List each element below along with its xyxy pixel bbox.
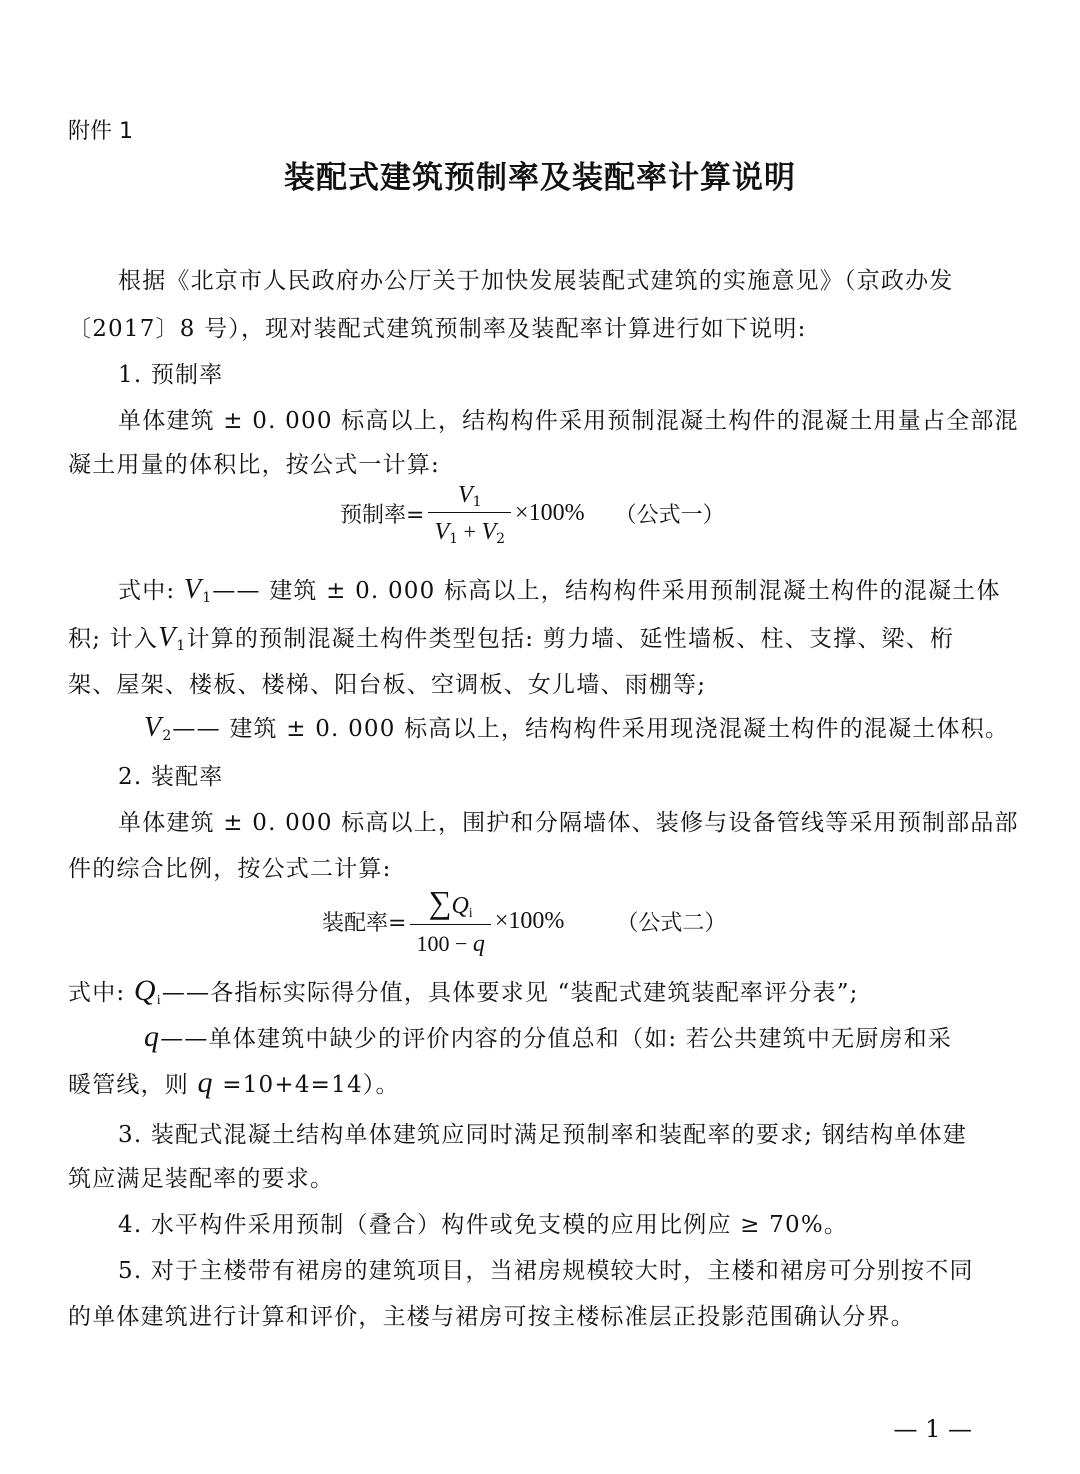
- q-definition-line-2: 暖管线，则 q =10+4=14）。: [68, 1066, 400, 1099]
- formula-2-denominator: 100 − q: [410, 924, 490, 958]
- section-1-paragraph-line-2: 凝土用量的体积比，按公式一计算:: [68, 452, 440, 478]
- section-2-paragraph-line-2: 件的综合比例，按公式二计算:: [68, 856, 392, 882]
- page-number: — 1 —: [893, 1415, 972, 1443]
- formula-1-fraction: [428, 480, 511, 547]
- item-5-line-1: 5. 对于主楼带有裙房的建筑项目，当裙房规模较大时，主楼和裙房可分别按不同: [118, 1258, 974, 1284]
- v1-definition-line-3: 架、屋架、楼板、楼梯、阳台板、空调板、女儿墙、雨棚等;: [68, 672, 707, 698]
- section-1-paragraph-line-1: 单体建筑 ± 0. 000 标高以上，结构构件采用预制混凝土构件的混凝土用量占全部混: [118, 408, 1019, 434]
- intro-line-2: 〔2017〕8 号），现对装配式建筑预制率及装配率计算进行如下说明:: [68, 316, 807, 342]
- item-4: 4. 水平构件采用预制（叠合）构件或免支模的应用比例应 ≥ 70%。: [118, 1212, 849, 1238]
- section-2-heading: 2. 装配率: [118, 764, 224, 790]
- q-definition-line-1: q——单体建筑中缺少的评价内容的分值总和（如: 若公共建筑中无厨房和采: [144, 1020, 953, 1053]
- formula-2-numerator: $\sum Q_i$: [428, 884, 473, 921]
- section-1-heading: 1. 预制率: [118, 362, 224, 388]
- formula-2-label: 装配率=: [322, 910, 407, 936]
- item-3-line-2: 筑应满足装配率的要求。: [68, 1166, 335, 1192]
- formula-prefabrication-rate: [340, 480, 725, 547]
- v1-definition-line-2: 积; 计入$V_1$计算的预制混凝土构件类型包括: 剪力墙、延性墙板、柱、支撑、梁、桁: [68, 622, 955, 654]
- qi-definition: 式中: $Q_i——$各指标实际得分值，具体要求见 “装配式建筑装配率评分表”;: [68, 974, 859, 1008]
- formula-1-tag: （公式一）: [614, 503, 725, 528]
- formula-2-tag: （公式二）: [616, 910, 727, 936]
- section-2-paragraph-line-1: 单体建筑 ± 0. 000 标高以上，围护和分隔墙体、装修与设备管线等采用预制部品部: [118, 810, 1019, 836]
- intro-line-1: 根据《北京市人民政府办公厅关于加快发展装配式建筑的实施意见》（京政办发: [118, 268, 954, 294]
- item-3-line-1: 3. 装配式混凝土结构单体建筑应同时满足预制率和装配率的要求; 钢结构单体建: [118, 1122, 967, 1148]
- v2-definition: $V_2——$ 建筑 ± 0. 000 标高以上，结构构件采用现浇混凝土构件的混凝土体积。: [144, 712, 1010, 744]
- v1-definition-line-1: 式中: $V_1——$ 建筑 ± 0. 000 标高以上，结构构件采用预制混凝土构件的混凝土体: [118, 574, 1001, 606]
- annex-label: 附件 1: [68, 119, 133, 144]
- formula-1-multiplier: ×100%: [515, 500, 585, 526]
- formula-1-label: 预制率=: [340, 503, 425, 528]
- formula-2-fraction: [410, 884, 490, 958]
- formula-1-denominator: $V_1 + V_2$: [428, 512, 511, 547]
- formula-2-multiplier: ×100%: [494, 907, 565, 934]
- item-5-line-2: 的单体建筑进行计算和评价，主楼与裙房可按主楼标准层正投影范围确认分界。: [68, 1304, 915, 1330]
- formula-1-numerator: $V_1$: [457, 482, 482, 510]
- summation-icon: ∑: [428, 884, 452, 920]
- document-title: 装配式建筑预制率及装配率计算说明: [284, 160, 796, 196]
- formula-assembly-rate: [322, 884, 726, 958]
